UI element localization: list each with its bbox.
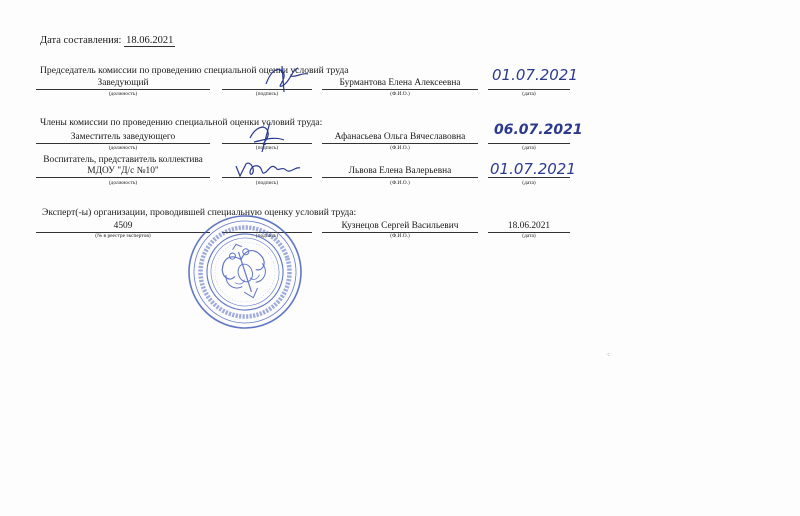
- expert-name-caption: (Ф.И.О.): [390, 233, 410, 239]
- member2-date-caption: (дата): [522, 180, 536, 186]
- member1-position: Заместитель заведующего: [36, 132, 210, 144]
- expert-registry-caption: (№ в реестре экспертов): [95, 233, 151, 239]
- member2-signature-caption: (подпись): [255, 180, 279, 186]
- chairman-date-caption: (дата): [522, 91, 536, 97]
- member2-position: [36, 155, 210, 178]
- member1-signature-caption: (подпись): [255, 145, 279, 151]
- member2-position-line1: Воспитатель, представитель коллектива: [43, 155, 203, 165]
- chairman-position: Заведующий: [36, 78, 210, 90]
- compile-date-value: 18.06.2021: [126, 35, 174, 46]
- member2-position-line2: МДОУ "Д/с №10": [87, 165, 159, 176]
- member1-name: Афанасьева Ольга Вячеславовна: [322, 132, 478, 144]
- chairman-signature-caption: (подпись): [255, 91, 279, 97]
- round-seal-icon: [186, 213, 304, 331]
- member2-signature: [232, 156, 302, 182]
- compile-date-label: Дата составления:: [40, 35, 122, 46]
- member1-signature: [244, 118, 290, 154]
- member2-handwritten-date: 01.07.2021: [490, 160, 576, 178]
- chairman-signature: [262, 62, 312, 94]
- chairman-handwritten-date: 01.07.2021: [492, 66, 578, 84]
- member1-position-caption: (должность): [108, 145, 138, 151]
- expert-title: Эксперт(-ы) организации, проводившей специальную оценку условий труда:: [42, 207, 357, 218]
- expert-date: 18.06.2021: [488, 221, 570, 233]
- member1-name-caption: (Ф.И.О.): [390, 145, 410, 151]
- member1-handwritten-date: 06.07.2021: [494, 122, 583, 138]
- chairman-position-caption: (должность): [108, 91, 138, 97]
- expert-registry-number: 4509: [36, 221, 210, 233]
- member2-position-caption: (должность): [108, 180, 138, 186]
- expert-name: Кузнецов Сергей Васильевич: [322, 221, 478, 233]
- compile-date-row: [40, 35, 175, 46]
- chairman-title: Председатель комиссии по проведению специальной оценки условий труда: [40, 65, 349, 76]
- scan-speck: ·:: [606, 352, 610, 358]
- member2-name: Львова Елена Валерьевна: [322, 166, 478, 178]
- chairman-name: Бурмантова Елена Алексеевна: [322, 78, 478, 90]
- chairman-name-caption: (Ф.И.О.): [390, 91, 410, 97]
- member1-date-caption: (дата): [522, 145, 536, 151]
- members-title: Члены комиссии по проведению специальной оценки условий труда:: [40, 117, 323, 128]
- expert-signature-caption: (подпись): [255, 233, 279, 239]
- expert-date-caption: (дата): [522, 233, 536, 239]
- member2-name-caption: (Ф.И.О.): [390, 180, 410, 186]
